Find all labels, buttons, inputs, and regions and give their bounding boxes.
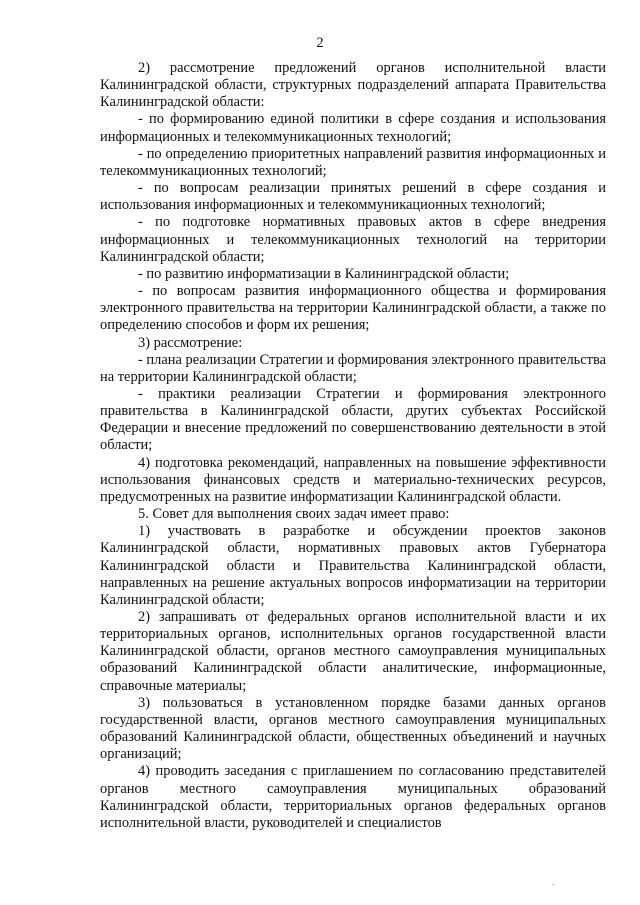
paragraph-bullet: - по формированию единой политики в сфере создания и использования информационных и телекоммуникационных технологий;: [100, 111, 606, 145]
paragraph-bullet: - по развитию информатизации в Калининградской области;: [138, 265, 510, 282]
paragraph-bullet: - по вопросам развития информационного общества и формирования электронного правительства на территории Калининградской области, а также по определению способов и форм их решения;: [100, 283, 606, 334]
page-number: 2: [316, 35, 324, 51]
paragraph-item-2: 2) рассмотрение предложений органов исполнительной власти Калининградской области, структурных подразделений аппарата Правительства Калининградской области:: [100, 60, 606, 111]
paragraph-item-3: 3) рассмотрение:: [138, 334, 243, 351]
paragraph-section-5: 5. Совет для выполнения своих задач имеет право:: [138, 506, 450, 523]
document-body: [100, 60, 606, 832]
paragraph-right-4: 4) проводить заседания с приглашением по согласованию представителей органов местного самоуправления муниципальных образований Калининградской области, территориальных органов федеральных органов исполнительной власти, руководителей и специалистов: [100, 763, 606, 831]
paragraph-right-3: 3) пользоваться в установленном порядке базами данных органов государственной власти, органов местного самоуправления муниципальных образований Калининградской области, общественных объединений и научных организаций;: [100, 694, 606, 763]
paragraph-right-1: 1) участвовать в разработке и обсуждении проектов законов Калининградской области, нормативных правовых актов Губернатора Калининградской области и Правительства Калининградской области, направленных на решение актуальных вопросов информатизации на территории Калининградской области;: [100, 523, 606, 608]
paragraph-bullet: - по подготовке нормативных правовых актов в сфере внедрения информационных и телекоммуникационных технологий на территории Калининградской области;: [100, 214, 606, 265]
scan-mark: .: [552, 877, 555, 887]
paragraph-right-2: 2) запрашивать от федеральных органов исполнительной власти и их территориальных органов, исполнительных органов государственной власти Калининградской области, органов местного самоуправления муниципальных образований Калининградской области аналитические, информационные, справочные материалы;: [100, 609, 606, 694]
paragraph-bullet: - плана реализации Стратегии и формирования электронного правительства на территории Калининградской области;: [100, 351, 607, 385]
paragraph-item-4: 4) подготовка рекомендаций, направленных на повышение эффективности использования финансовых средств и материально-технических ресурсов, предусмотренных на развитие информатизации Калининградской области.: [100, 454, 606, 505]
paragraph-bullet: - по вопросам реализации принятых решений в сфере создания и использования информационных и телекоммуникационных технологий;: [100, 180, 606, 214]
paragraph-bullet: - по определению приоритетных направлений развития информационных и телекоммуникационных технологий;: [100, 145, 606, 179]
paragraph-bullet: - практики реализации Стратегии и формирования электронного правительства в Калининградской области, других субъектах Российской Федерации и внесение предложений по совершенствованию деятельности в этой области;: [100, 385, 606, 454]
